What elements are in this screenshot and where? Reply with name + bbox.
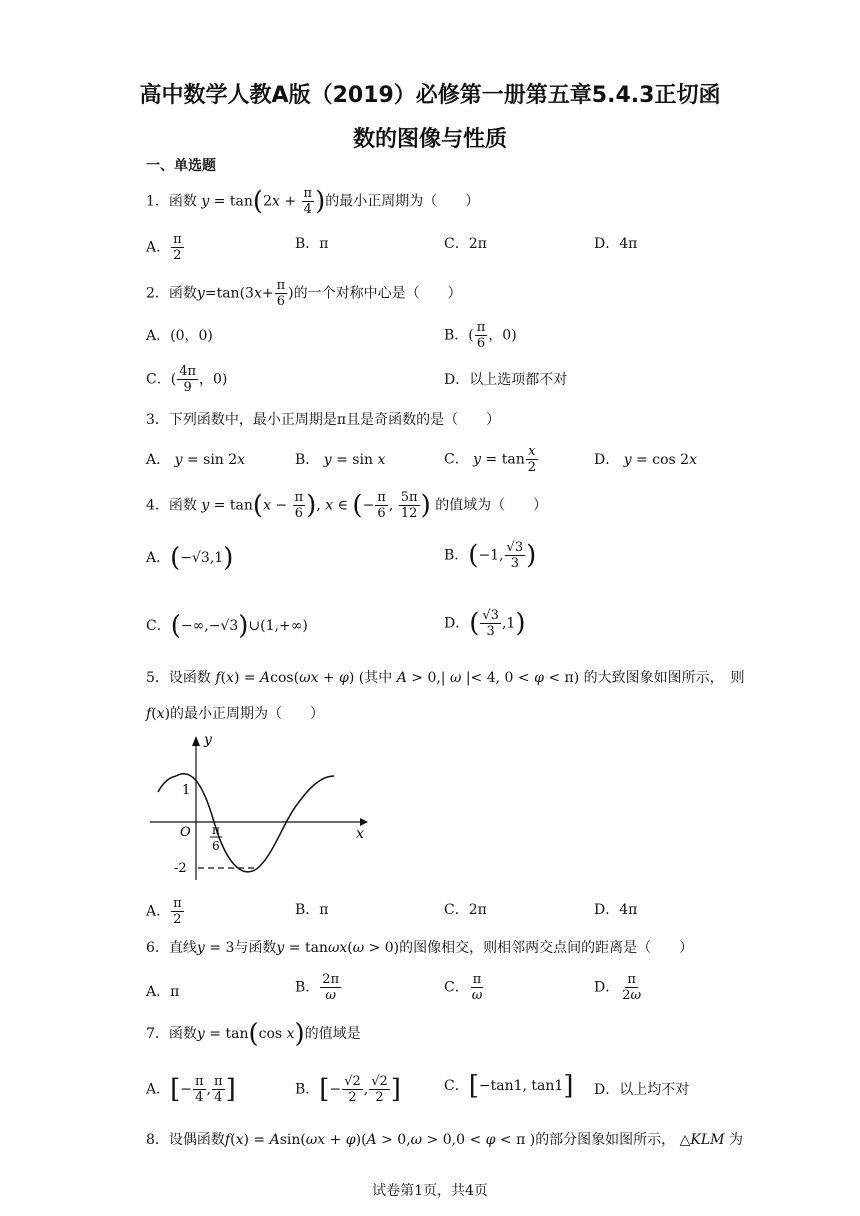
q2-option-a[interactable]: A．(0，0) — [146, 328, 213, 344]
x-axis-label: x — [356, 826, 364, 842]
question-5-line-1: 5．设函数 f(x) = Acos(ωx + φ) (其中 A > 0,| ω |< 4, 0 < φ < π) 的大致图象如图所示， 则 — [146, 670, 745, 686]
q3-option-a[interactable]: A． y = sin 2x — [146, 452, 246, 468]
q2-option-b[interactable]: B．( $\frac{\pi}{6}$ ，0) — [444, 320, 517, 351]
title-line-2: 数的图像与性质 — [352, 127, 507, 152]
question-2: 2．函数y=tan(3x+ $\frac{\pi}{6}$ )的一个对称中心是（ ） — [146, 278, 462, 309]
question-6: 6．直线y = 3与函数y = tanωx(ω > 0)的图像相交，则相邻两交点间的距离是（ ） — [146, 940, 694, 956]
q4-option-d[interactable]: D．( $\frac{√3}{3}$ ,1) — [444, 608, 526, 639]
question-7: 7．函数y = tan(cos x)的值域是 — [146, 1019, 361, 1049]
tick-pi6-den: 6 — [212, 839, 220, 853]
tick-pi6-num: π — [212, 823, 220, 837]
question-5-line-2: f(x)的最小正周期为（ ） — [146, 706, 325, 722]
q6-option-c[interactable]: C． $\frac{\pi}{\omega}$ — [444, 972, 483, 1003]
q2-option-d[interactable]: D．以上选项都不对 — [444, 372, 568, 388]
tick-1: 1 — [182, 783, 191, 798]
section-heading: 一、单选题 — [146, 158, 216, 174]
x-axis-arrow — [360, 818, 368, 826]
q5-option-d[interactable]: D．4π — [594, 902, 638, 918]
q7-option-b[interactable]: B．[− $\frac{√2}{2}$ , $\frac{√2}{2}$ ] — [295, 1074, 401, 1105]
q3-option-b[interactable]: B． y = sin x — [295, 452, 386, 468]
question-1: 1．函数 y = tan(2x + $\frac{\pi}{4}$ )的最小正周期为（ ） — [146, 186, 480, 217]
origin-label: O — [180, 825, 191, 840]
q5-option-a[interactable]: A． $\frac{\pi}{2}$ — [146, 896, 182, 927]
q4-option-a[interactable]: A．(−√3,1) — [146, 543, 234, 573]
q6-option-a[interactable]: A．π — [146, 984, 180, 1000]
title-line-1: 高中数学人教A版（2019）必修第一册第五章5.4.3正切函 — [139, 83, 721, 108]
question-4: 4．函数 y = tan(x − $\frac{\pi}{6}$ ), x ∈ (− $\frac{\pi}{6}$ , $\frac{5\pi}{12}$ ) 的值域为（ ） — [146, 490, 548, 521]
y-axis-label: y — [204, 732, 212, 748]
q4-option-c[interactable]: C．(−∞,−√3)∪(1,+∞) — [146, 611, 308, 641]
page-footer: 试卷第1页，共4页 — [372, 1183, 488, 1199]
q2-option-c[interactable]: C．( $\frac{4\pi}{9}$ ，0) — [146, 364, 228, 395]
q6-option-d[interactable]: D． $\frac{\pi}{2\omega}$ — [594, 972, 642, 1003]
q1-option-c[interactable]: C．2π — [444, 236, 487, 252]
q3-option-d[interactable]: D． y = cos 2x — [594, 452, 697, 468]
q7-option-c[interactable]: C．[−tan1, tan1] — [444, 1071, 574, 1101]
cosine-curve — [176, 774, 334, 872]
q7-option-a[interactable]: A．[− $\frac{\pi}{4}$ , $\frac{\pi}{4}$ ] — [146, 1074, 236, 1105]
question-3: 3．下列函数中，最小正周期是π且是奇函数的是（ ） — [146, 412, 501, 428]
q1-option-a[interactable]: A． $\frac{\pi}{2}$ — [146, 232, 182, 263]
q5-option-c[interactable]: C．2π — [444, 902, 487, 918]
q1-option-d[interactable]: D．4π — [594, 236, 638, 252]
q7-option-d[interactable]: D．以上均不对 — [594, 1082, 690, 1098]
tick-minus-2: -2 — [174, 861, 187, 876]
q6-option-b[interactable]: B． $\frac{2\pi}{\omega}$ — [295, 972, 340, 1003]
q5-option-b[interactable]: B．π — [295, 902, 329, 918]
question-8: 8．设偶函数f(x) = Asin(ωx + φ)(A > 0,ω > 0,0 < φ < π )的部分图象如图所示， △KLM 为 — [146, 1132, 743, 1148]
q5-cosine-graph — [150, 730, 380, 880]
q1-option-b[interactable]: B．π — [295, 236, 329, 252]
y-axis-arrow — [192, 736, 200, 746]
q3-option-c[interactable]: C． y = tan $\frac{x}{2}$ — [444, 444, 536, 475]
q4-option-b[interactable]: B．(−1, $\frac{√3}{3}$ ) — [444, 540, 537, 571]
